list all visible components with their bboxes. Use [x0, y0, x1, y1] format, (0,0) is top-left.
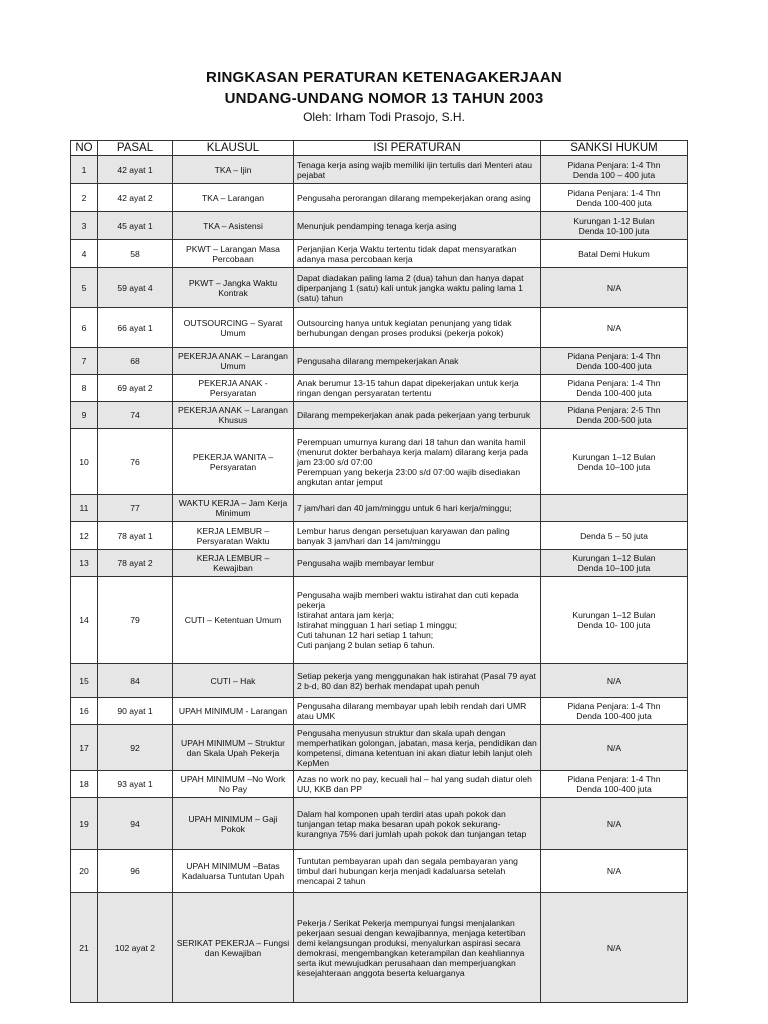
cell-sanksi-hukum: N/A — [541, 798, 688, 850]
cell-no: 6 — [71, 308, 98, 348]
cell-no: 4 — [71, 240, 98, 268]
cell-klausul: PEKERJA WANITA – Persyaratan — [173, 429, 294, 495]
cell-sanksi-hukum: Denda 5 – 50 juta — [541, 522, 688, 550]
cell-klausul: TKA – Larangan — [173, 184, 294, 212]
cell-sanksi-hukum: Kurungan 1-12 Bulan Denda 10-100 juta — [541, 212, 688, 240]
cell-no: 21 — [71, 893, 98, 1003]
cell-isi-peraturan: Outsourcing hanya untuk kegiatan penunjang yang tidak berhubungan dengan proses produksi (pekerja pokok) — [294, 308, 541, 348]
table-row — [71, 698, 688, 725]
table-header-row — [71, 141, 688, 156]
cell-no: 10 — [71, 429, 98, 495]
cell-sanksi-hukum: Batal Demi Hukum — [541, 240, 688, 268]
document-author: Oleh: Irham Todi Prasojo, S.H. — [303, 110, 465, 124]
cell-isi-peraturan: Dilarang mempekerjakan anak pada pekerjaan yang terburuk — [294, 402, 541, 429]
cell-no: 20 — [71, 850, 98, 893]
table-row — [71, 156, 688, 184]
cell-no: 3 — [71, 212, 98, 240]
cell-klausul: KERJA LEMBUR – Persyaratan Waktu — [173, 522, 294, 550]
cell-klausul: CUTI – Ketentuan Umum — [173, 577, 294, 664]
table-row — [71, 550, 688, 577]
cell-pasal: 92 — [98, 725, 173, 771]
cell-no: 8 — [71, 375, 98, 402]
cell-isi-peraturan: Perempuan umurnya kurang dari 18 tahun dan wanita hamil (menurut dokter berbahaya kerja malam) dilarang kerja pada jam 23:00 s/d 07:00 Perempuan yang bekerja 23:00 s/d 07:00 wajib disediakan angkutan antar jemput — [294, 429, 541, 495]
cell-klausul: CUTI – Hak — [173, 664, 294, 698]
header-isi-peraturan: ISI PERATURAN — [294, 141, 541, 156]
cell-pasal: 68 — [98, 348, 173, 375]
cell-pasal: 96 — [98, 850, 173, 893]
cell-no: 14 — [71, 577, 98, 664]
cell-sanksi-hukum: N/A — [541, 850, 688, 893]
cell-sanksi-hukum — [541, 495, 688, 522]
cell-pasal: 74 — [98, 402, 173, 429]
cell-no: 12 — [71, 522, 98, 550]
cell-isi-peraturan: Menunjuk pendamping tenaga kerja asing — [294, 212, 541, 240]
cell-no: 7 — [71, 348, 98, 375]
cell-no: 9 — [71, 402, 98, 429]
cell-pasal: 102 ayat 2 — [98, 893, 173, 1003]
table-row — [71, 522, 688, 550]
cell-klausul: UPAH MINIMUM - Larangan — [173, 698, 294, 725]
cell-isi-peraturan: Pengusaha dilarang membayar upah lebih rendah dari UMR atau UMK — [294, 698, 541, 725]
cell-sanksi-hukum: Pidana Penjara: 1-4 Thn Denda 100-400 juta — [541, 698, 688, 725]
cell-sanksi-hukum: Pidana Penjara: 2-5 Thn Denda 200-500 juta — [541, 402, 688, 429]
table-row — [71, 429, 688, 495]
cell-klausul: TKA – Ijin — [173, 156, 294, 184]
cell-no: 17 — [71, 725, 98, 771]
table-row — [71, 184, 688, 212]
table-body — [71, 156, 688, 1003]
cell-sanksi-hukum: Pidana Penjara: 1-4 Thn Denda 100 – 400 juta — [541, 156, 688, 184]
cell-pasal: 93 ayat 1 — [98, 771, 173, 798]
cell-isi-peraturan: Pengusaha wajib memberi waktu istirahat dan cuti kepada pekerja Istirahat antara jam kerja; Istirahat mingguan 1 hari setiap 1 minggu; Cuti tahunan 12 hari setiap 1 tahun; Cuti panjang 2 bulan setiap 6 tahun. — [294, 577, 541, 664]
cell-sanksi-hukum: N/A — [541, 268, 688, 308]
document-subtitle: UNDANG-UNDANG NOMOR 13 TAHUN 2003 — [224, 90, 544, 107]
cell-no: 2 — [71, 184, 98, 212]
cell-isi-peraturan: Pengusaha menyusun struktur dan skala upah dengan memperhatikan golongan, jabatan, masa kerja, pendidikan dan kompetensi, dimana ketentuan ini akan diatur lebih lanjut oleh KepMen — [294, 725, 541, 771]
cell-isi-peraturan: Azas no work no pay, kecuali hal – hal yang sudah diatur oleh UU, KKB dan PP — [294, 771, 541, 798]
cell-isi-peraturan: Lembur harus dengan persetujuan karyawan dan paling banyak 3 jam/hari dan 14 jam/minggu — [294, 522, 541, 550]
table-row — [71, 664, 688, 698]
regulation-table — [70, 140, 688, 1003]
cell-isi-peraturan: Pengusaha perorangan dilarang mempekerjakan orang asing — [294, 184, 541, 212]
table-row — [71, 577, 688, 664]
cell-klausul: UPAH MINIMUM –No Work No Pay — [173, 771, 294, 798]
cell-no: 11 — [71, 495, 98, 522]
cell-sanksi-hukum: Kurungan 1–12 Bulan Denda 10- 100 juta — [541, 577, 688, 664]
cell-klausul: PEKERJA ANAK – Larangan Khusus — [173, 402, 294, 429]
cell-klausul: PEKERJA ANAK - Persyaratan — [173, 375, 294, 402]
cell-klausul: UPAH MINIMUM – Gaji Pokok — [173, 798, 294, 850]
cell-klausul: UPAH MINIMUM –Batas Kadaluarsa Tuntutan Upah — [173, 850, 294, 893]
cell-klausul: PKWT – Larangan Masa Percobaan — [173, 240, 294, 268]
cell-isi-peraturan: Perjanjian Kerja Waktu tertentu tidak dapat mensyaratkan adanya masa percobaan kerja — [294, 240, 541, 268]
cell-pasal: 76 — [98, 429, 173, 495]
cell-pasal: 79 — [98, 577, 173, 664]
cell-pasal: 42 ayat 1 — [98, 156, 173, 184]
cell-isi-peraturan: Anak berumur 13-15 tahun dapat dipekerjakan untuk kerja ringan dengan persyaratan tertentu — [294, 375, 541, 402]
cell-pasal: 78 ayat 2 — [98, 550, 173, 577]
table-row — [71, 798, 688, 850]
cell-sanksi-hukum: N/A — [541, 308, 688, 348]
cell-pasal: 77 — [98, 495, 173, 522]
table-row — [71, 268, 688, 308]
cell-pasal: 94 — [98, 798, 173, 850]
cell-no: 15 — [71, 664, 98, 698]
cell-isi-peraturan: Tuntutan pembayaran upah dan segala pembayaran yang timbul dari hubungan kerja menjadi kadaluarsa setelah mencapai 2 tahun — [294, 850, 541, 893]
cell-sanksi-hukum: N/A — [541, 664, 688, 698]
cell-no: 19 — [71, 798, 98, 850]
cell-klausul: UPAH MINIMUM – Struktur dan Skala Upah Pekerja — [173, 725, 294, 771]
table-row — [71, 402, 688, 429]
cell-klausul: KERJA LEMBUR – Kewajiban — [173, 550, 294, 577]
cell-isi-peraturan: Tenaga kerja asing wajib memiliki ijin tertulis dari Menteri atau pejabat — [294, 156, 541, 184]
cell-no: 18 — [71, 771, 98, 798]
cell-sanksi-hukum: N/A — [541, 893, 688, 1003]
cell-isi-peraturan: Pengusaha dilarang mempekerjakan Anak — [294, 348, 541, 375]
table-row — [71, 893, 688, 1003]
cell-isi-peraturan: Dapat diadakan paling lama 2 (dua) tahun dan hanya dapat diperpanjang 1 (satu) kali untuk jangka waktu paling lama 1 (satu) tahun — [294, 268, 541, 308]
cell-no: 13 — [71, 550, 98, 577]
cell-no: 1 — [71, 156, 98, 184]
cell-pasal: 59 ayat 4 — [98, 268, 173, 308]
cell-sanksi-hukum: Kurungan 1–12 Bulan Denda 10–100 juta — [541, 429, 688, 495]
cell-pasal: 69 ayat 2 — [98, 375, 173, 402]
table-row — [71, 495, 688, 522]
cell-no: 5 — [71, 268, 98, 308]
table-row — [71, 771, 688, 798]
cell-sanksi-hukum: Pidana Penjara: 1-4 Thn Denda 100-400 juta — [541, 375, 688, 402]
cell-sanksi-hukum: N/A — [541, 725, 688, 771]
table-row — [71, 375, 688, 402]
cell-isi-peraturan: Setiap pekerja yang menggunakan hak istirahat (Pasal 79 ayat 2 b-d, 80 dan 82) berhak mendapat upah penuh — [294, 664, 541, 698]
cell-sanksi-hukum: Pidana Penjara: 1-4 Thn Denda 100-400 juta — [541, 348, 688, 375]
table-row — [71, 850, 688, 893]
table-row — [71, 348, 688, 375]
header-sanksi-hukum: SANKSI HUKUM — [541, 141, 688, 156]
table-row — [71, 308, 688, 348]
cell-sanksi-hukum: Pidana Penjara: 1-4 Thn Denda 100-400 juta — [541, 184, 688, 212]
header-no: NO — [71, 141, 98, 156]
table-row — [71, 212, 688, 240]
document-title: RINGKASAN PERATURAN KETENAGAKERJAAN — [206, 69, 562, 86]
cell-sanksi-hukum: Pidana Penjara: 1-4 Thn Denda 100-400 juta — [541, 771, 688, 798]
cell-pasal: 42 ayat 2 — [98, 184, 173, 212]
cell-klausul: SERIKAT PEKERJA – Fungsi dan Kewajiban — [173, 893, 294, 1003]
cell-klausul: TKA – Asistensi — [173, 212, 294, 240]
cell-isi-peraturan: 7 jam/hari dan 40 jam/minggu untuk 6 hari kerja/minggu; — [294, 495, 541, 522]
cell-pasal: 78 ayat 1 — [98, 522, 173, 550]
cell-pasal: 58 — [98, 240, 173, 268]
header-klausul: KLAUSUL — [173, 141, 294, 156]
table-row — [71, 240, 688, 268]
cell-isi-peraturan: Dalam hal komponen upah terdiri atas upah pokok dan tunjangan tetap maka besaran upah pokok sekurang-kurangnya 75% dari jumlah upah pokok dan tunjangan tetap — [294, 798, 541, 850]
cell-pasal: 45 ayat 1 — [98, 212, 173, 240]
cell-klausul: PKWT – Jangka Waktu Kontrak — [173, 268, 294, 308]
cell-klausul: OUTSOURCING – Syarat Umum — [173, 308, 294, 348]
table-row — [71, 725, 688, 771]
cell-isi-peraturan: Pengusaha wajib membayar lembur — [294, 550, 541, 577]
cell-no: 16 — [71, 698, 98, 725]
header-pasal: PASAL — [98, 141, 173, 156]
cell-isi-peraturan: Pekerja / Serikat Pekerja mempunyai fungsi menjalankan pekerjaan sesuai dengan kewajibannya, menjaga ketertiban demi kelangsungan produksi, menyalurkan aspirasi secara demokrasi, mengembangkan keterampilan dan keahliannya serta ikut mewujudkan perusahaan dan memperjuangkan kesejahteraan anggota beserta keluarganya — [294, 893, 541, 1003]
cell-sanksi-hukum: Kurungan 1–12 Bulan Denda 10–100 juta — [541, 550, 688, 577]
cell-pasal: 66 ayat 1 — [98, 308, 173, 348]
cell-pasal: 84 — [98, 664, 173, 698]
cell-klausul: PEKERJA ANAK – Larangan Umum — [173, 348, 294, 375]
cell-klausul: WAKTU KERJA – Jam Kerja Minimum — [173, 495, 294, 522]
cell-pasal: 90 ayat 1 — [98, 698, 173, 725]
